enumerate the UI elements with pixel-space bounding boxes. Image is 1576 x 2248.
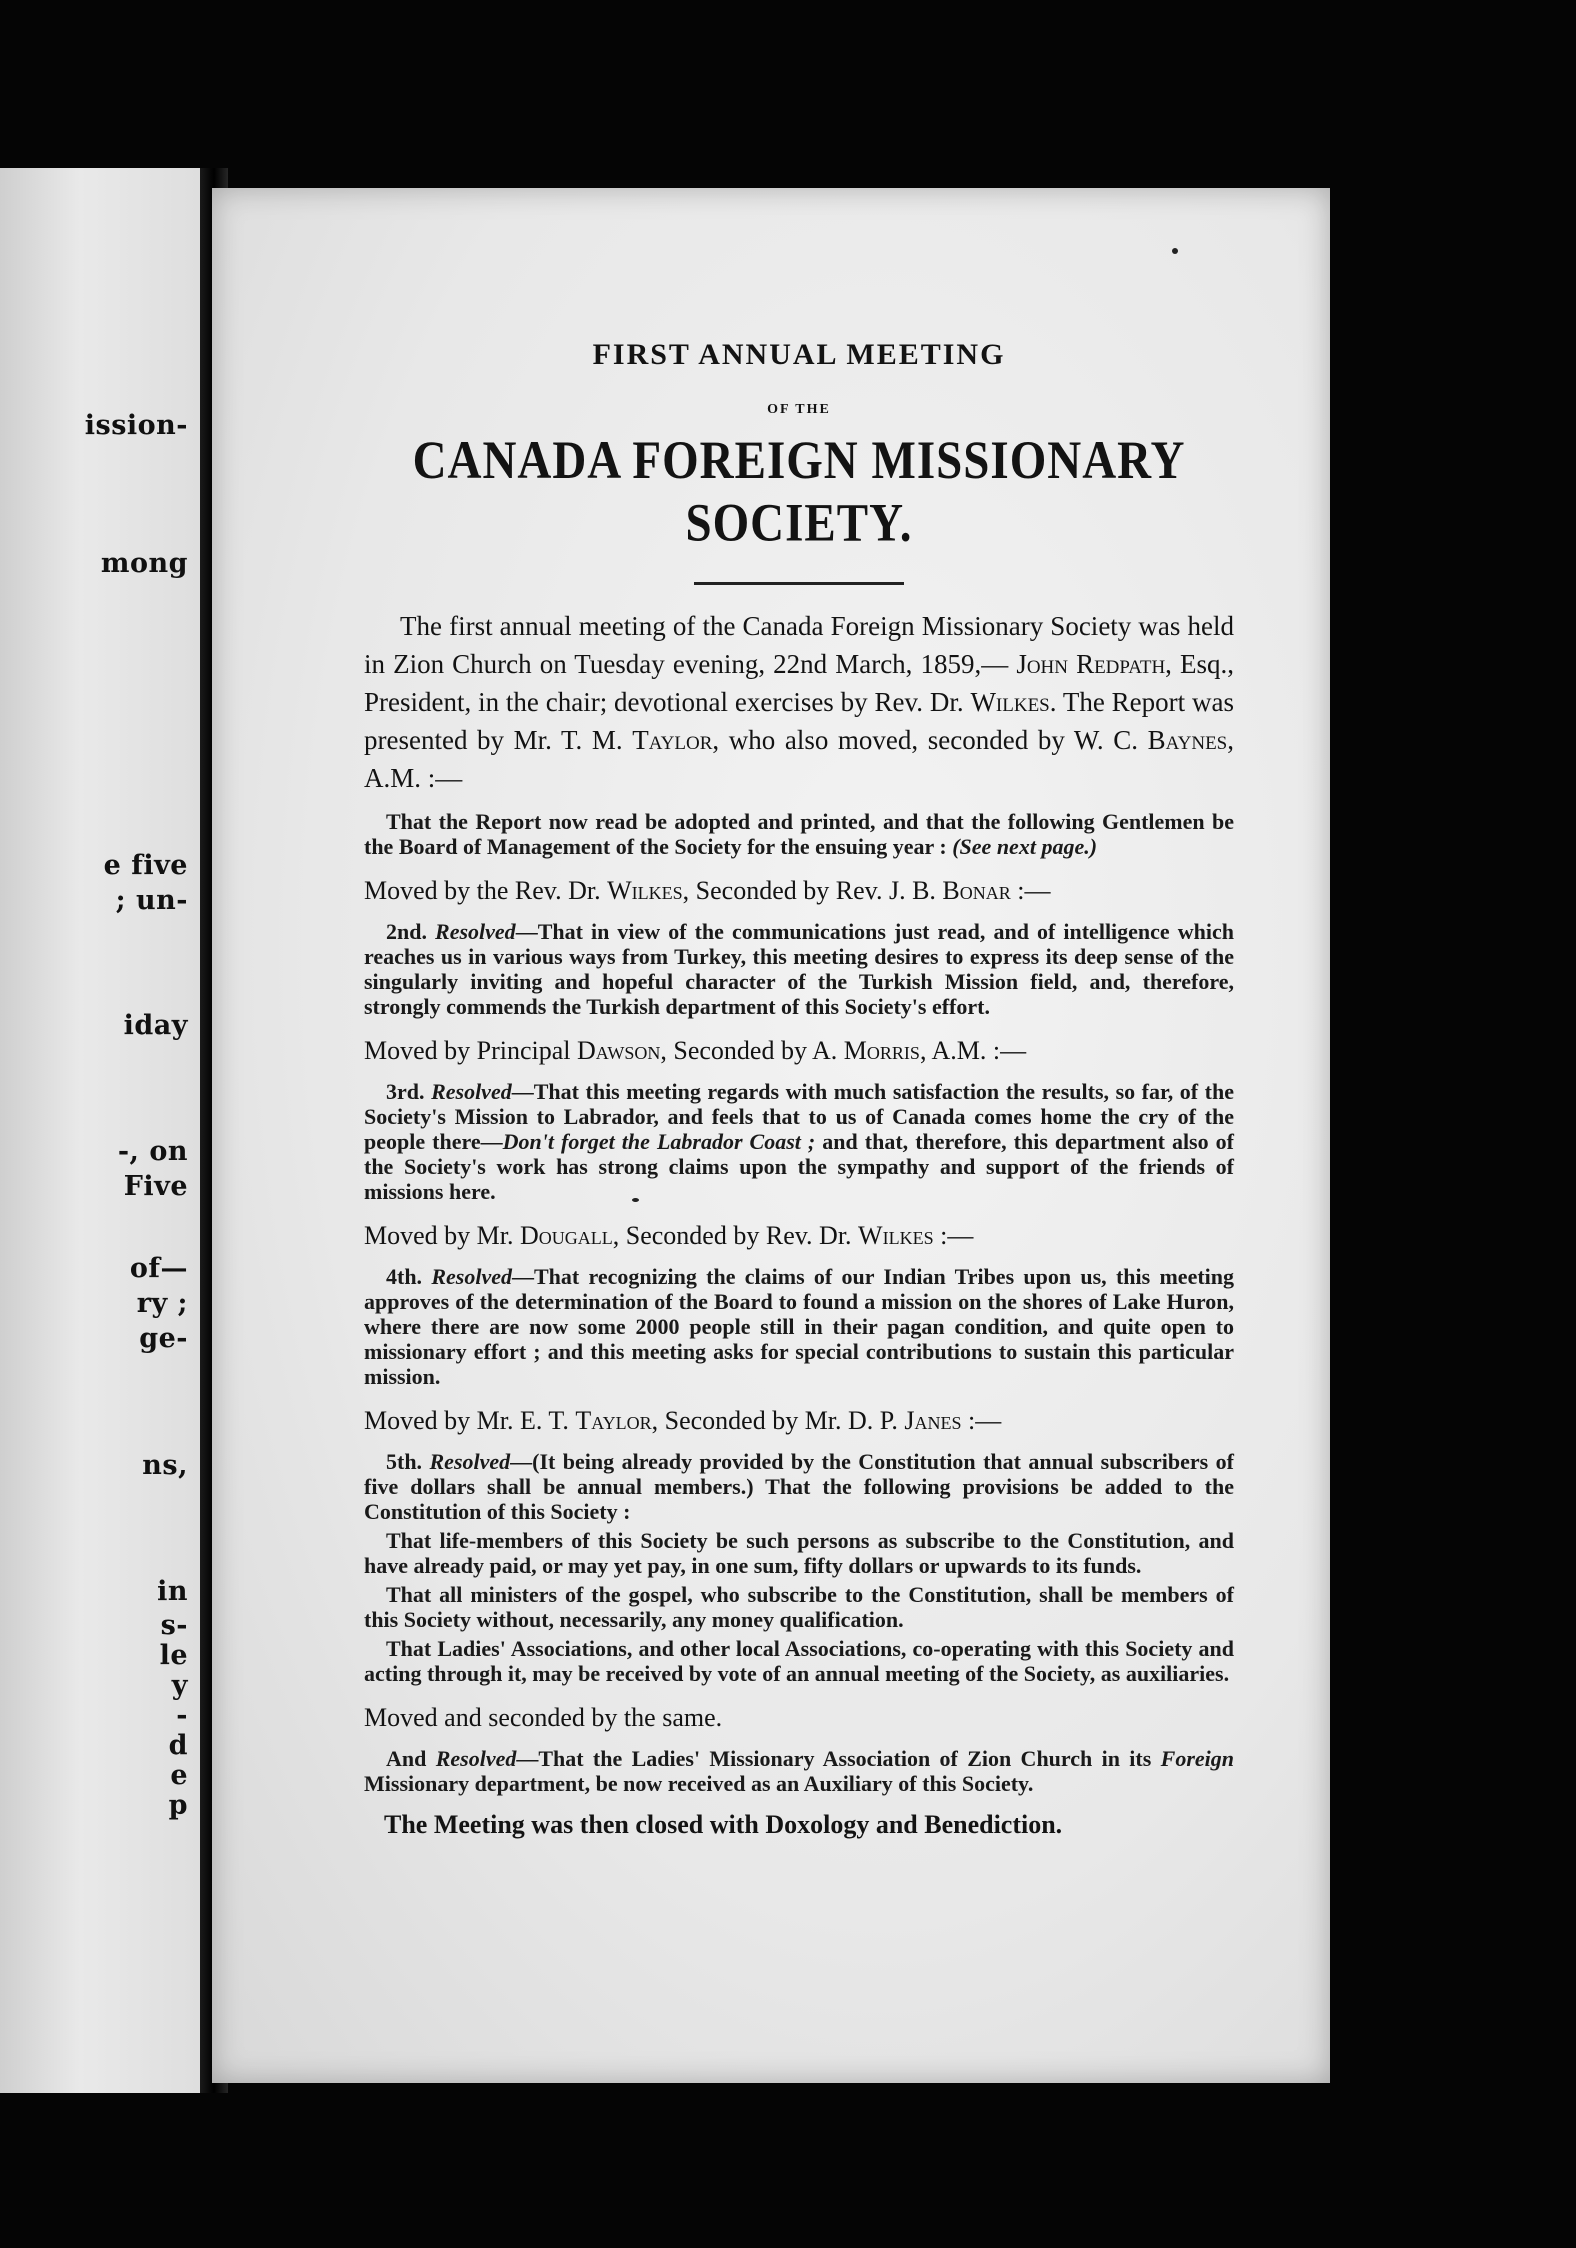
left-fragment: ns, [142,1450,188,1481]
document-page [212,188,1330,2083]
page-title: CANADA FOREIGN MISSIONARY SOCIETY. [412,431,1186,553]
left-facing-page [0,168,200,2093]
left-fragment: d [168,1730,188,1761]
ink-speck [1172,248,1178,254]
left-fragment: mong [100,548,188,579]
document-body [364,338,1234,1840]
moved-2: Moved by the Rev. Dr. Wilkes, Seconded by Rev. J. B. Bonar :— [364,876,1051,905]
left-fragment: y [171,1670,188,1701]
left-fragment: e [170,1760,188,1791]
resolution-1: That the Report now read be adopted and printed, and that the following Gentlemen be the Board of Management of the Society for the ensuing year : (See next page.) [364,809,1234,859]
title-first-annual-meeting: FIRST ANNUAL MEETING [592,338,1006,371]
left-fragment: e five [103,850,188,881]
moved-3: Moved by Principal Dawson, Seconded by A. Morris, A.M. :— [364,1036,1027,1065]
resolution-6: And Resolved—That the Ladies' Missionary Association of Zion Church in its Foreign Missionary department, be now received as an Auxiliary of this Society. [364,1746,1235,1796]
provision-associations: That Ladies' Associations, and other local Associations, co-operating with this Society and acting through it, may be received by vote of an annual meeting of the Society, as auxiliaries. [364,1636,1234,1686]
intro-paragraph: The first annual meeting of the Canada Foreign Missionary Society was held in Zion Church on Tuesday evening, 22nd March, 1859,— John Redpath, Esq., President, in the chair; devotional exercises by Rev. Dr. Wilkes. The Report was presented by Mr. T. M. Taylor, who also moved, seconded by W. C. Baynes, A.M. :— [364,611,1234,793]
moved-6: Moved and seconded by the same. [364,1703,723,1732]
left-fragment: of— [129,1253,188,1284]
left-fragment: ry ; [136,1288,188,1319]
left-fragment: ge- [139,1323,188,1354]
title-of-the: OF THE [767,402,831,417]
resolution-5: 5th. Resolved—(It being already provided by the Constitution that annual subscribers of five dollars shall be annual members.) That the following provisions be added to the Constitution of this Society : [364,1449,1234,1524]
left-fragment: in [157,1576,188,1607]
left-fragment: - [176,1700,188,1731]
provision-life-members: That life-members of this Society be such persons as subscribe to the Constitution, and have already paid, or may yet pay, in one sum, fifty dollars or upwards to its funds. [364,1528,1234,1578]
left-fragment: ission- [84,410,188,441]
provision-ministers: That all ministers of the gospel, who subscribe to the Constitution, shall be members of this Society without, necessarily, any money qualification. [364,1582,1234,1632]
left-fragment: iday [123,1010,188,1041]
left-fragment: -, on [117,1136,188,1167]
closing-line: The Meeting was then closed with Doxology and Benediction. [384,1810,1063,1839]
moved-5: Moved by Mr. E. T. Taylor, Seconded by Mr. D. P. Janes :— [364,1406,1002,1435]
left-fragment: s- [160,1610,188,1641]
left-fragment: le [159,1640,188,1671]
left-fragment: ; un- [115,885,188,916]
title-rule [694,582,904,585]
left-fragment: p [168,1790,188,1821]
resolution-3: 3rd. Resolved—That this meeting regards with much satisfaction the results, so far, of the Society's Mission to Labrador, and feels that to us of Canada comes home the cry of the people there—Don't forget the Labrador Coast ; and that, therefore, this department also of the Society's work has strong claims upon the sympathy and support of the friends of missions here. [364,1079,1235,1204]
left-fragment: Five [123,1171,188,1202]
resolution-2: 2nd. Resolved—That in view of the communications just read, and of intelligence which reaches us in various ways from Turkey, this meeting desires to express its deep sense of the singularly inviting and hopeful character of the Turkish Mission field, and, therefore, strongly commends the Turkish department of this Society's effort. [364,919,1234,1019]
moved-4: Moved by Mr. Dougall, Seconded by Rev. Dr. Wilkes :— [364,1221,974,1250]
resolution-4: 4th. Resolved—That recognizing the claims of our Indian Tribes upon us, this meeting approves of the determination of the Board to found a mission on the shores of Lake Huron, where there are now some 2000 people still in their pagan condition, and quite open to missionary effort ; and this meeting asks for special contributions to sustain this particular mission. [364,1264,1235,1389]
